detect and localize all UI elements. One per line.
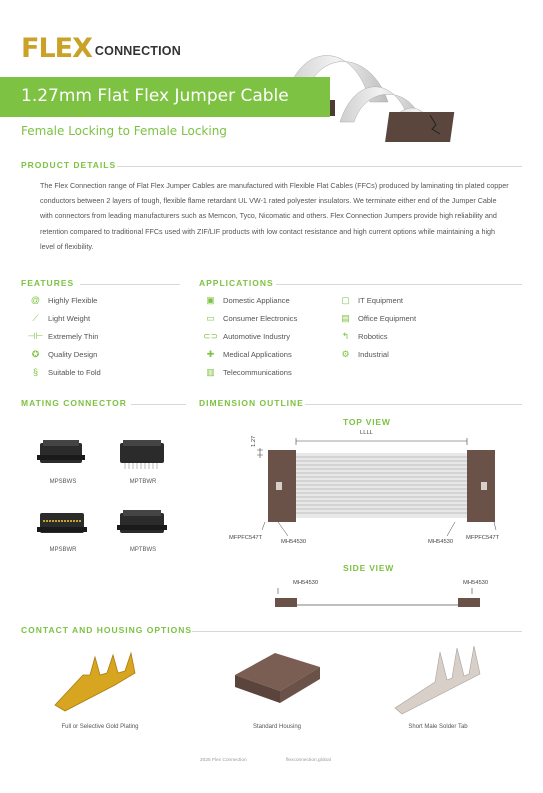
gold-plating-contact-image [45,645,145,715]
contact-housing-heading: CONTACT AND HOUSING OPTIONS [21,625,193,635]
gears-icon: ⚙ [341,348,350,359]
footer-copyright: 2025 Flex Connection [200,758,247,763]
product-details-heading: PRODUCT DETAILS [21,160,117,170]
page-title: 1.27mm Flat Flex Jumper Cable [21,86,289,106]
page-subtitle: Female Locking to Female Locking [21,124,227,138]
connector-mpsbws-image [37,440,85,463]
pitch-dimension-line [257,448,263,458]
laptop-icon: ▭ [206,312,215,323]
top-view-drawing [250,428,520,543]
side-view-drawing [270,586,485,611]
washing-machine-icon: ▣ [206,294,215,305]
side-view-title: SIDE VIEW [343,563,395,573]
logo-connection-text: CONNECTION [94,44,181,58]
feature-item: ⟋ Light Weight [30,309,101,327]
quality-badge-icon: ✪ [31,348,40,359]
feature-item: ✪ Quality Design [31,348,98,359]
application-item: ▭ Consumer Electronics [206,312,298,323]
side-right-label: MH54530 [463,580,489,586]
divider [192,631,522,632]
dimension-outline-heading: DIMENSION OUTLINE [199,398,304,408]
feather-icon: ⟋ [32,312,39,323]
fold-icon: § [32,367,38,377]
features-list [27,291,101,381]
application-item: ↰ Robotics [341,330,388,341]
spiral-icon: @ [30,295,41,305]
contact-option-label: Standard Housing [252,724,302,730]
product-description: The Flex Connection range of Flat Flex Jumper Cables are manufactured with Flexible Flat Cables (FFCs) produced by laminating tin plated copper conductors between 2 layers of tough, flexible flame retardant UL VW-1 rated polyester insulators. We terminate either end of the Jumper Cable with connectors from leading manufacturers such as Memcon, Tyco, Nicomatic and others. Flex Connection Jumpers provide high reliability and retention compared to traditional FFCs used with ZIF/LIF products with low contact resistance and high current options while maintaining a high level of flexibility. [40,181,509,251]
left-inner-label: MH54530 [281,539,307,545]
applications-col2 [340,291,416,363]
pitch-label: 1.27 [251,435,257,447]
medical-bed-icon: ✚ [206,348,215,359]
application-item: ⊂⊃ Automotive Industry [202,330,291,341]
standard-housing-image [230,645,325,710]
robot-arm-icon: ↰ [341,330,350,341]
applications-col1 [202,291,298,381]
cable-conductors [294,453,469,518]
application-item: ▤ Office Equipment [341,312,417,323]
mating-connector-heading: MATING CONNECTOR [21,398,127,408]
connector-label: MPSBWS [49,479,77,485]
male-solder-tab-image [390,640,485,715]
application-item: ▥ Telecommunications [206,366,292,377]
printer-icon: ▤ [341,312,350,323]
feature-item: § Suitable to Fold [30,363,101,381]
car-icon: ⊂⊃ [202,330,219,341]
features-heading: FEATURES [21,278,75,288]
contact-option-label: Short Male Solder Tab [408,724,468,730]
feature-item: ⊣⊢ Extremely Thin [27,330,99,341]
divider [80,284,180,285]
connector-label: MPTBWS [129,547,157,553]
application-item: ▣ Domestic Appliance [206,294,290,305]
connector-mptbws-image [117,510,167,533]
mating-connector-images [35,435,175,555]
computer-icon: ▢ [341,294,350,305]
application-item: ▢ IT Equipment [341,294,404,305]
thin-arrows-icon: ⊣⊢ [27,330,44,341]
divider [305,404,522,405]
connector-mpsbwr-image [37,513,87,533]
side-left-label: MH54530 [293,580,319,586]
left-outer-label: MFPFC547T [229,535,263,541]
length-label: LLLL [360,430,373,436]
footer-website[interactable]: flexconnection.global [286,758,331,763]
logo-flex-text: FLEX [21,32,92,64]
connector-label: MPTBWR [129,479,157,485]
application-item: ✚ Medical Applications [206,348,292,359]
connector-label: MPSBWR [49,547,77,553]
company-logo [21,30,181,66]
length-dimension-line [296,438,467,445]
divider [276,284,522,285]
feature-item: @ Highly Flexible [30,295,98,305]
connector-mptbwr-image [120,440,164,469]
divider [131,404,186,405]
right-inner-label: MH54530 [428,539,454,545]
application-item: ⚙ Industrial [341,348,389,359]
divider [117,166,522,167]
top-view-title: TOP VIEW [343,417,391,427]
contact-option-label: Full or Selective Gold Plating [61,724,139,730]
right-outer-label: MFPFC547T [466,535,500,541]
phone-building-icon: ▥ [206,366,215,377]
applications-heading: APPLICATIONS [199,278,274,288]
